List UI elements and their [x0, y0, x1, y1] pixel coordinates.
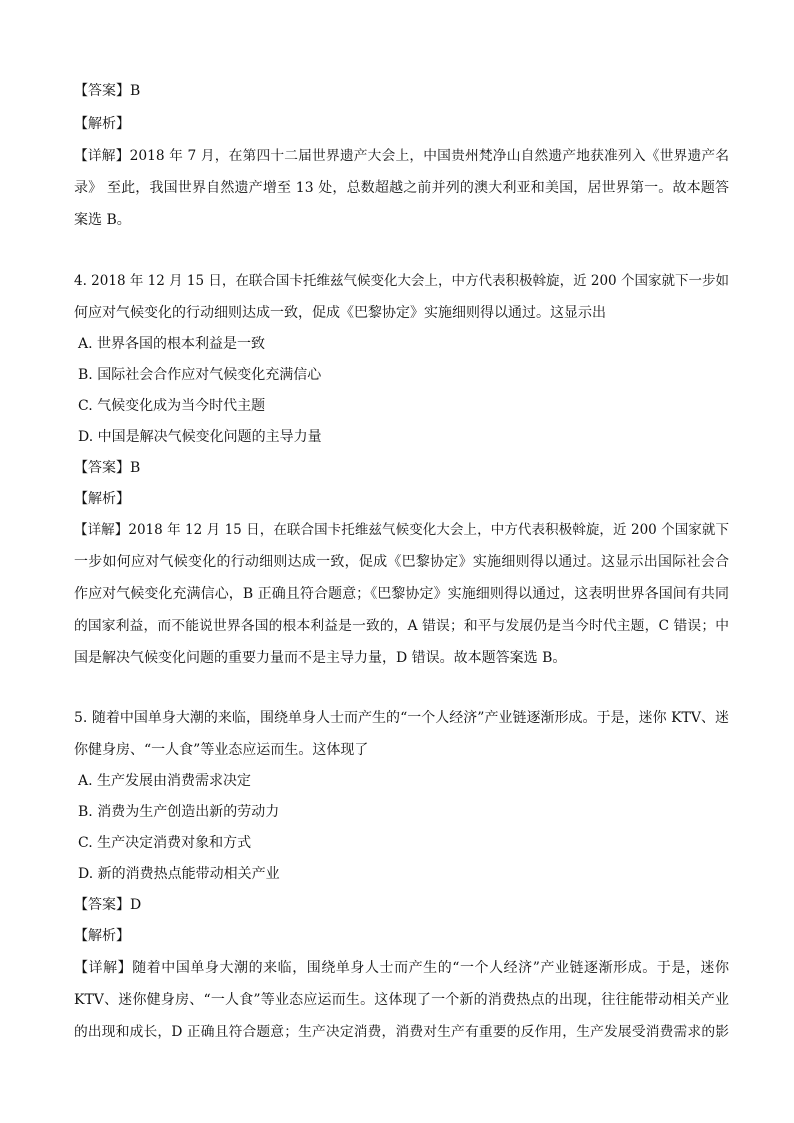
q4-detail-line-2: 一步如何应对气候变化的行动细则达成一致，促成《巴黎协定》实施细则得以通过。这显示出国际社会合	[74, 554, 729, 570]
q3-detail-line-3: 案选 B。	[74, 212, 131, 228]
q5-detail-line-2: KTV、迷你健身房、“一人食”等业态应运而生。这体现了一个新的消费热点的出现，往往能带动相关产业	[74, 992, 729, 1008]
q5-option-b: B. 消费为生产创造出新的劳动力	[78, 804, 280, 820]
q4-option-d: D. 中国是解决气候变化问题的主导力量	[78, 429, 322, 445]
q5-option-a: A. 生产发展由消费需求决定	[78, 773, 252, 789]
q5-detail-line-1: 【详解】随着中国单身大潮的来临，围绕单身人士而产生的“一个人经济”产业链逐渐形成。于是，迷你	[74, 960, 729, 976]
q4-option-b: B. 国际社会合作应对气候变化充满信心	[78, 367, 322, 383]
q3-answer: 【答案】B	[74, 83, 141, 99]
q4-option-c: C. 气候变化成为当今时代主题	[78, 398, 266, 414]
q3-detail-line-2: 录》 至此，我国世界自然遗产增至 13 处，总数超越之前并列的澳大利亚和美国，居世界第一。故本题答	[74, 180, 729, 196]
q5-analysis-heading: 【解析】	[74, 928, 130, 944]
q3-detail-line-1: 【详解】2018 年 7 月，在第四十二届世界遗产大会上，中国贵州梵净山自然遗产地获准列入《世界遗产名	[74, 148, 729, 164]
q4-answer: 【答案】B	[74, 460, 141, 476]
q4-detail-line-5: 国是解决气候变化问题的重要力量而不是主导力量，D 错误。故本题答案选 B。	[74, 650, 567, 666]
q4-stem-line-2: 何应对气候变化的行动细则达成一致，促成《巴黎协定》实施细则得以通过。这显示出	[74, 305, 606, 321]
q3-analysis-heading: 【解析】	[74, 116, 130, 132]
q5-detail-line-3: 的出现和成长，D 正确且符合题意；生产决定消费，消费对生产有重要的反作用，生产发展受消费需求的影	[74, 1024, 729, 1040]
q4-option-a: A. 世界各国的根本利益是一致	[78, 336, 266, 352]
q4-detail-line-4: 的国家利益，而不能说世界各国的根本利益是一致的，A 错误；和平与发展仍是当今时代主题，C 错误；中	[74, 618, 729, 634]
q4-analysis-heading: 【解析】	[74, 491, 130, 507]
q5-stem-line-1: 5. 随着中国单身大潮的来临，围绕单身人士而产生的“一个人经济”产业链逐渐形成。于是，迷你 KTV、迷	[74, 710, 729, 726]
q5-option-d: D. 新的消费热点能带动相关产业	[78, 866, 280, 882]
q5-answer: 【答案】D	[74, 897, 142, 913]
q5-stem-line-2: 你健身房、“一人食”等业态应运而生。这体现了	[74, 742, 369, 758]
q4-stem-line-1: 4. 2018 年 12 月 15 日，在联合国卡托维兹气候变化大会上，中方代表积极斡旋，近 200 个国家就下一步如	[74, 273, 729, 289]
q4-detail-line-3: 作应对气候变化充满信心，B 正确且符合题意；《巴黎协定》实施细则得以通过，这表明世界各国间有共同	[74, 586, 729, 602]
q4-detail-line-1: 【详解】2018 年 12 月 15 日，在联合国卡托维兹气候变化大会上，中方代表积极斡旋，近 200 个国家就下	[74, 522, 729, 538]
q5-option-c: C. 生产决定消费对象和方式	[78, 835, 252, 851]
